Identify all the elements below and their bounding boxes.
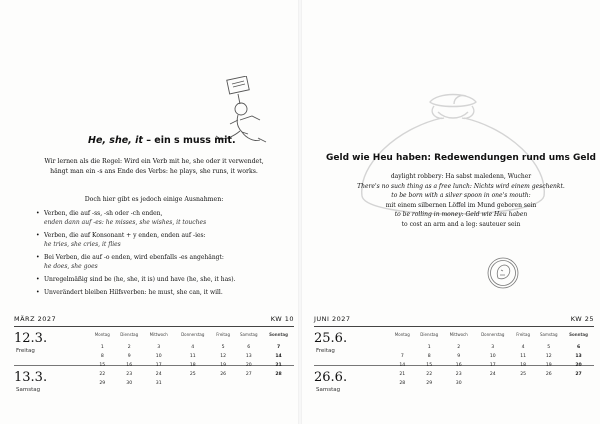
week-row (390, 370, 594, 379)
title-rest: – ein s muss mit. (142, 135, 236, 146)
weekday-header: Montag (394, 331, 410, 337)
weekday-header: Donnerstag (181, 331, 205, 337)
day-cell: 15 (99, 363, 106, 368)
month-label: MÄRZ 2027 (14, 315, 57, 323)
day-cell: 16 (126, 363, 133, 368)
weekday-header: Dienstag (120, 331, 139, 337)
day-date: 26.6. (314, 370, 348, 385)
weekday-header: Dienstag (420, 331, 439, 337)
day-cell: 22 (426, 372, 433, 377)
intro-text (34, 157, 274, 177)
title-emphasis: He, she, it (88, 135, 143, 146)
day-weekday: Freitag (16, 348, 35, 354)
idiom-line: to be rolling in money: Geld wie Heu haben (394, 211, 528, 218)
weekday-header: Mittwoch (149, 331, 168, 337)
day-cell: 15 (426, 363, 433, 368)
day-cell: 30 (126, 381, 133, 386)
page-fold (298, 0, 302, 424)
rules-list (36, 209, 276, 301)
day-cell: 30 (455, 381, 462, 386)
day-cell: 16 (455, 363, 462, 368)
week-row (390, 379, 594, 388)
day-cell: 3 (491, 345, 495, 350)
day-cell (263, 379, 294, 388)
rule-item (36, 288, 276, 297)
day-cell: 26 (220, 372, 227, 377)
rule-item (36, 253, 276, 271)
divider (314, 326, 594, 327)
day-cell: 7 (400, 354, 404, 359)
rule-text: Unverändert bleiben Hilfsverben: he must, she can, it will. (44, 289, 223, 296)
day-cell: 2 (457, 345, 461, 350)
weekday-header: Freitag (216, 331, 230, 337)
day-cell: 1 (427, 345, 431, 350)
day-cell: 24 (155, 372, 162, 377)
day-cell: 14 (275, 354, 282, 359)
month-label: JUNI 2027 (314, 315, 351, 323)
day-cell: 18 (520, 363, 527, 368)
day-cell: 22 (99, 372, 106, 377)
weekday-header: Donnerstag (481, 331, 505, 337)
day-cell: 13 (245, 354, 252, 359)
week-row (390, 352, 594, 361)
day-calendar-left (14, 315, 294, 415)
day-cell: 27 (575, 372, 582, 377)
day-cell: 11 (520, 354, 527, 359)
day-cell: 18 (189, 363, 196, 368)
idiom-line: daylight robbery: Ha sabst maledenn, Wucher (390, 173, 532, 180)
weekday-header: Montag (94, 331, 110, 337)
rule-text: Verben, die auf -ss, -sh oder -ch enden, (44, 210, 163, 217)
day-cell: 14 (399, 363, 406, 368)
week-row (90, 352, 294, 361)
day-cell: 6 (247, 345, 251, 350)
idiom-line: mit einem silbernen Löffel im Mund geboren sein (385, 201, 537, 209)
rule-item (36, 209, 276, 227)
day-cell (212, 379, 234, 388)
day-cell: 17 (489, 363, 496, 368)
day-cell: 19 (545, 363, 552, 368)
week-row (90, 379, 294, 388)
intro-line: hängt man ein -s ans Ende des Verbs: he plays, she runs, it works. (50, 168, 258, 175)
day-cell: 19 (220, 363, 227, 368)
week-row (90, 361, 294, 370)
day-cell: 24 (489, 372, 496, 377)
day-cell: 29 (426, 381, 433, 386)
day-cell: 20 (245, 363, 252, 368)
rule-text: Verben, die auf Konsonant + y enden, enden auf -ies: (44, 232, 206, 239)
rule-text: Bei Verben, die auf -o enden, wird ebenfalls -es angehängt: (44, 254, 224, 261)
day-cell (174, 379, 212, 388)
day-cell: 23 (455, 372, 462, 377)
page-title (88, 135, 236, 146)
day-cell: 12 (220, 354, 227, 359)
day-cell (234, 379, 263, 388)
day-cell: 2 (127, 345, 131, 350)
day-cell: 9 (127, 354, 131, 359)
idiom-line: to be born with a silver spoon in one's mouth: (391, 192, 531, 199)
rule-example: enden dann auf -es: he misses, she wishes, it touches (44, 219, 207, 226)
day-cell: 3 (157, 345, 161, 350)
day-cell: 1 (100, 345, 104, 350)
idiom-line: There's no such thing as a free lunch: Nichts wird einem geschenkt. (357, 182, 565, 190)
weekday-header: Samstag (539, 331, 558, 337)
month-mini-calendar (390, 331, 594, 388)
rule-text: Unregelmäßig sind be (he, she, it is) und have (he, she, it has). (44, 276, 236, 283)
day-cell: 4 (191, 345, 195, 350)
day-cell: 25 (520, 372, 527, 377)
day-cell: 5 (221, 345, 225, 350)
day-date: 13.3. (14, 370, 48, 385)
rule-example: he does, she goes (44, 263, 98, 270)
week-row (390, 343, 594, 352)
day-date: 25.6. (314, 331, 348, 346)
day-cell: 21 (275, 363, 282, 368)
day-cell: 27 (245, 372, 252, 377)
page-title: Geld wie Heu haben: Redewendungen rund ums Geld (326, 153, 597, 163)
day-cell: 31 (155, 381, 162, 386)
idioms-list (326, 172, 596, 229)
intro-line: Wir lernen als die Regel: Wird ein Verb mit he, she oder it verwendet, (44, 158, 264, 165)
day-cell: 13 (575, 354, 582, 359)
week-number: KW 25 (570, 315, 594, 323)
calendar-header (14, 315, 294, 325)
month-mini-calendar (90, 331, 294, 388)
day-cell: 29 (99, 381, 106, 386)
day-date: 12.3. (14, 331, 48, 346)
day-cell (512, 379, 534, 388)
weekday-header: Freitag (516, 331, 530, 337)
day-cell: 6 (576, 345, 581, 350)
day-cell: 23 (126, 372, 133, 377)
day-cell: 28 (399, 381, 406, 386)
day-cell: 8 (427, 354, 431, 359)
day-cell: 17 (155, 363, 162, 368)
day-cell: 8 (100, 354, 104, 359)
day-weekday: Samstag (16, 387, 41, 393)
rule-item (36, 275, 276, 284)
week-row (90, 343, 294, 352)
day-cell (563, 379, 594, 388)
weekday-header: Sonntag (269, 331, 288, 337)
day-cell: 10 (155, 354, 162, 359)
day-cell (534, 379, 563, 388)
day-cell: 20 (575, 363, 582, 368)
day-cell: 11 (189, 354, 196, 359)
coin-illustration (486, 256, 520, 290)
rule-example: he tries, she cries, it flies (44, 241, 121, 248)
day-cell: 28 (275, 372, 282, 377)
week-row (90, 370, 294, 379)
calendar-header (314, 315, 594, 325)
idiom-line: to cost an arm and a leg: sauteuer sein (401, 220, 521, 228)
right-page (306, 0, 600, 424)
left-page (0, 0, 294, 424)
day-cell: 26 (545, 372, 552, 377)
day-cell: 9 (457, 354, 461, 359)
day-weekday: Samstag (316, 387, 341, 393)
day-cell (474, 379, 512, 388)
divider (14, 326, 294, 327)
day-cell: 12 (545, 354, 552, 359)
weekday-header: Samstag (239, 331, 258, 337)
day-cell: 4 (521, 345, 525, 350)
weekday-header: Sonntag (569, 331, 588, 337)
day-cell: 10 (489, 354, 496, 359)
day-weekday: Freitag (316, 348, 335, 354)
day-cell: 5 (547, 345, 551, 350)
weekday-header: Mittwoch (449, 331, 468, 337)
rule-item (36, 231, 276, 249)
day-cell: 21 (399, 372, 406, 377)
day-cell: 7 (276, 345, 281, 350)
day-calendar-right (314, 315, 594, 415)
day-cell: 25 (189, 372, 196, 377)
exceptions-heading: Doch hier gibt es jedoch einige Ausnahmen: (84, 196, 224, 203)
week-row (390, 361, 594, 370)
day-cell (390, 343, 415, 352)
week-number: KW 10 (270, 315, 294, 323)
